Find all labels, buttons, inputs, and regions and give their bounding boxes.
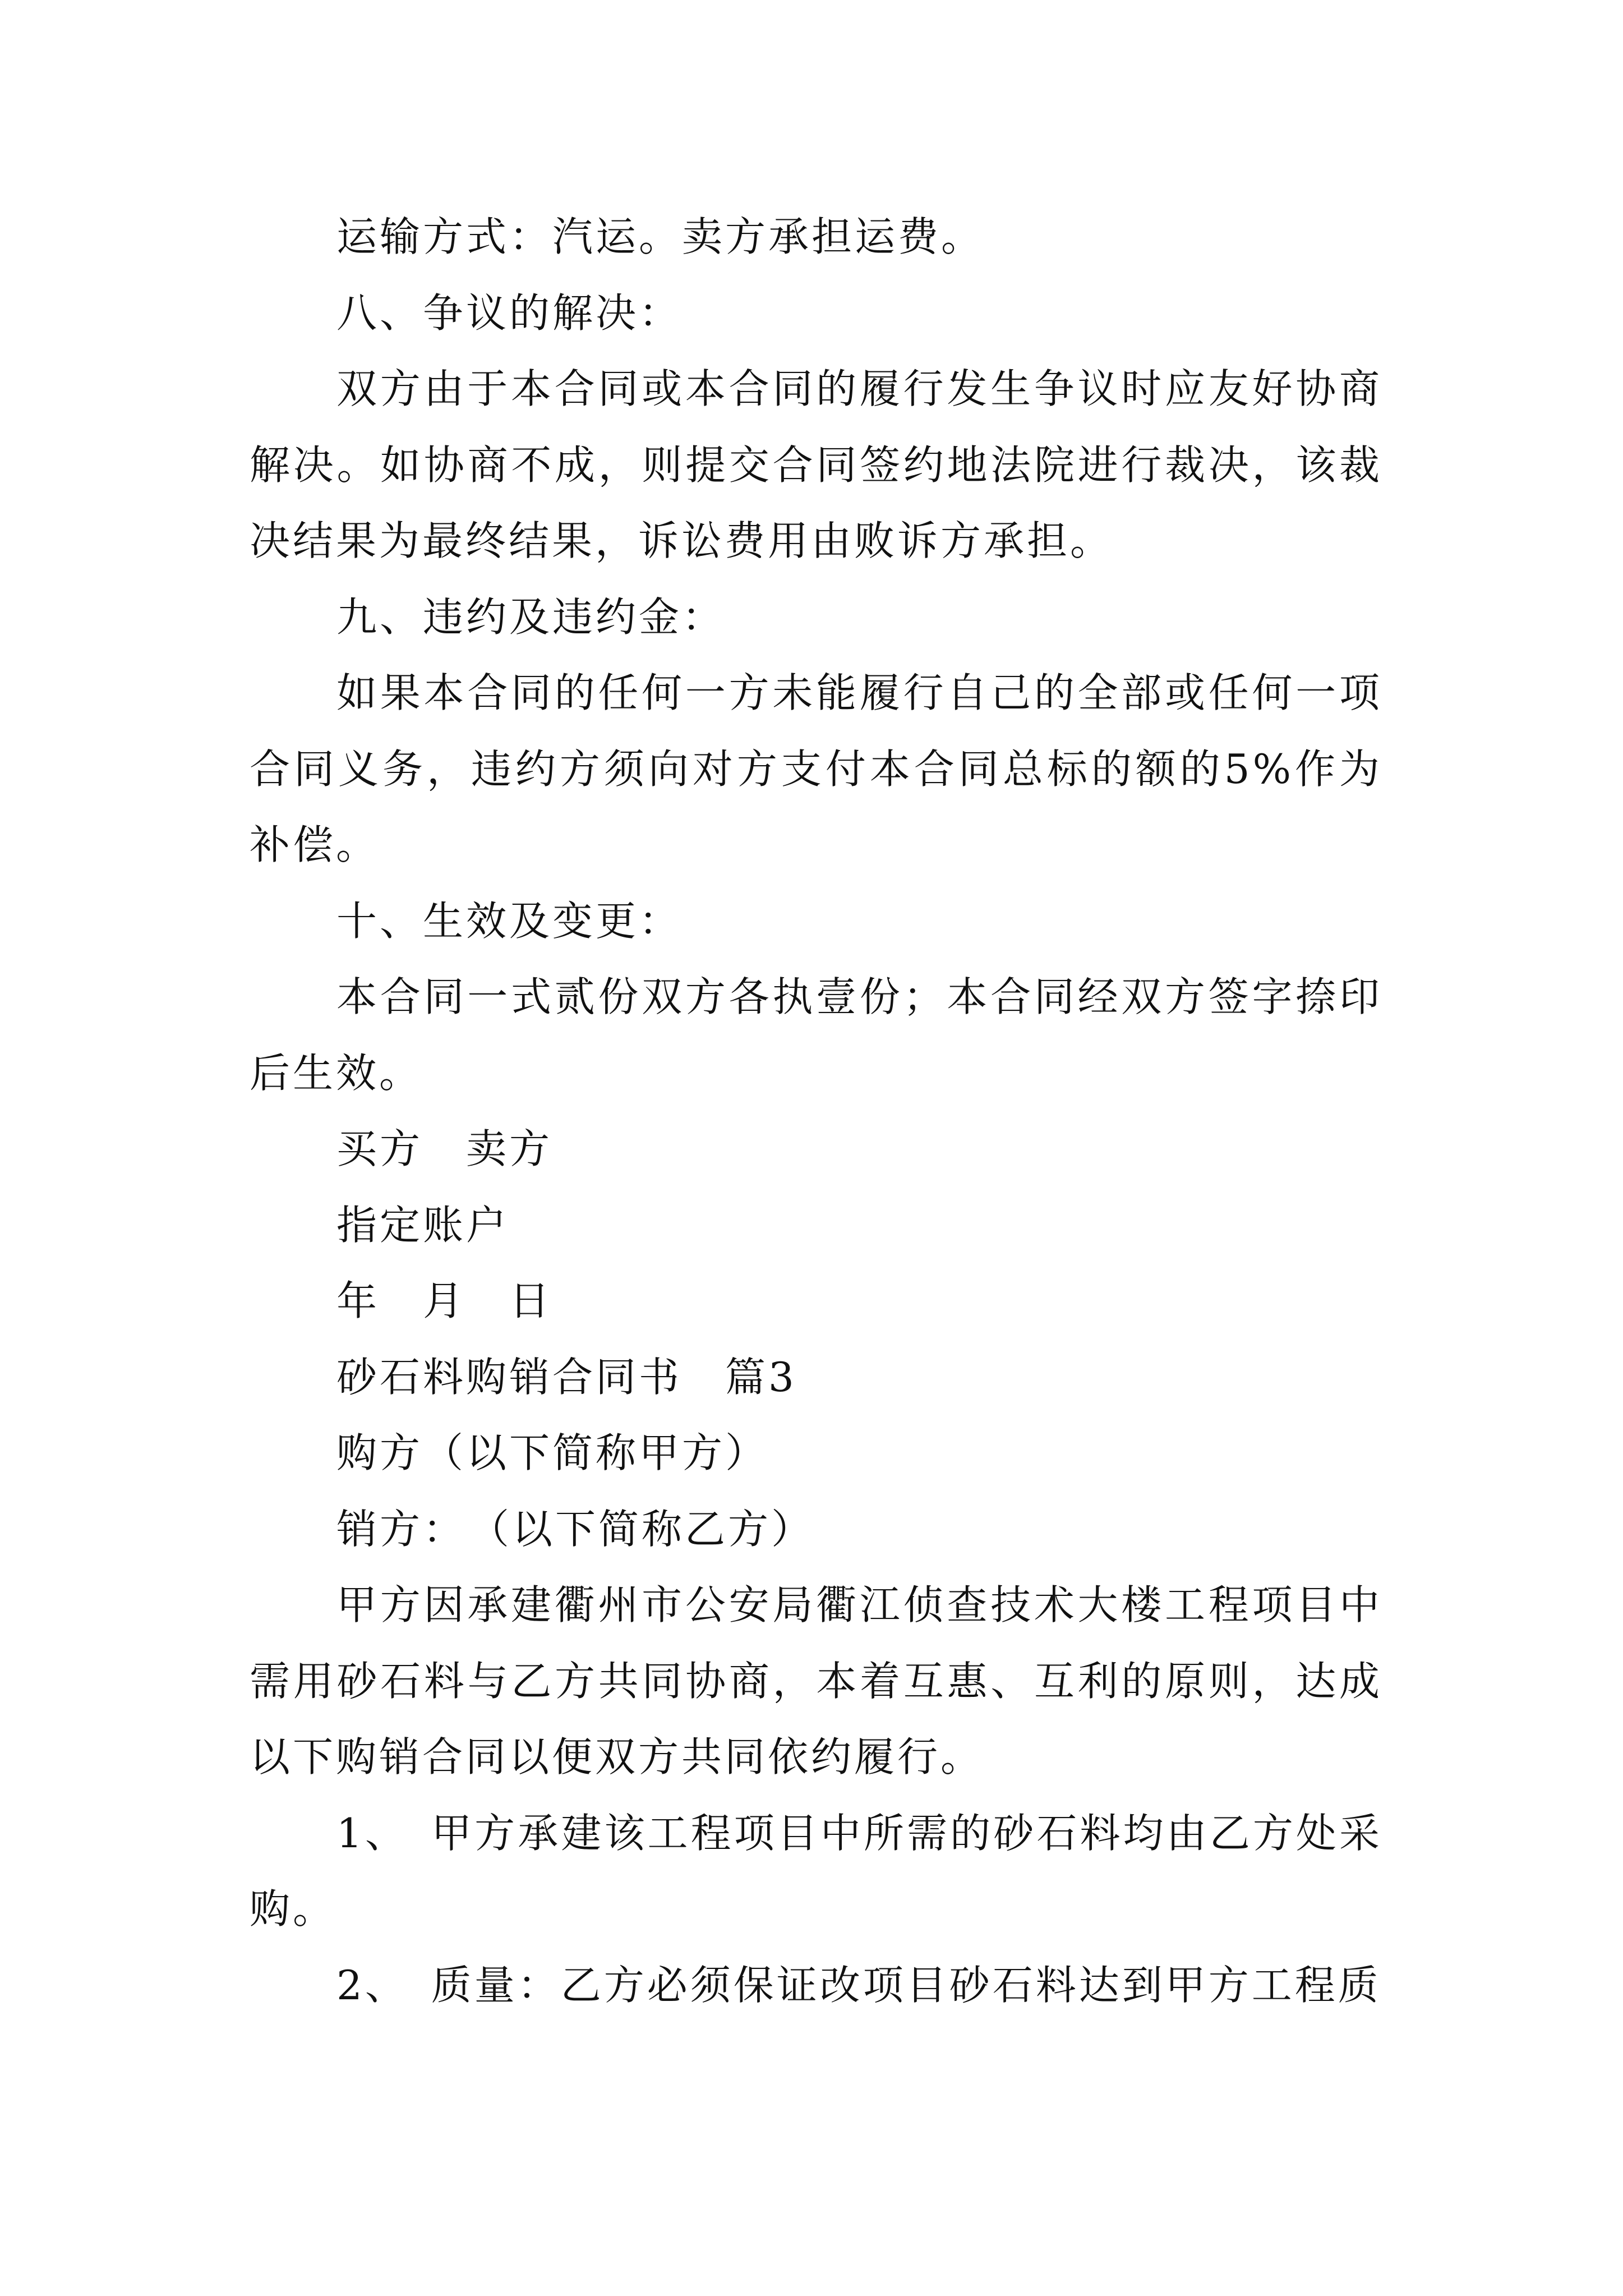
heading-dispute-resolution: 八、争议的解决： <box>336 289 683 337</box>
paragraph-clause-1: 1、 甲方承建该工程项目中所需的砂石料均由乙方处采购。 <box>250 1809 1382 1932</box>
heading-effect: 十、生效及变更： <box>336 897 683 945</box>
document-body <box>250 199 1382 2023</box>
signature-date: 年 月 日 <box>336 1277 553 1324</box>
paragraph-seller: 销方： （以下简称乙方） <box>336 1505 815 1553</box>
heading-breach: 九、违约及违约金： <box>336 593 726 641</box>
paragraph-breach: 如果本合同的任何一方未能履行自己的全部或任何一项合同义务，违约方须向对方支付本合同总标的额的5%作为补偿。 <box>250 669 1382 868</box>
paragraph-effect: 本合同一式贰份双方各执壹份；本合同经双方签字捺印后生效。 <box>250 973 1382 1097</box>
signature-parties: 买方 卖方 <box>336 1125 553 1172</box>
signature-account: 指定账户 <box>336 1201 510 1249</box>
paragraph-dispute: 双方由于本合同或本合同的履行发生争议时应友好协商解决。如协商不成，则提交合同签约地法院进行裁决，该裁决结果为最终结果，诉讼费用由败诉方承担。 <box>250 365 1382 564</box>
section-title: 砂石料购销合同书 篇3 <box>336 1353 797 1401</box>
paragraph-intro: 甲方因承建衢州市公安局衢江侦查技术大楼工程项目中需用砂石料与乙方共同协商，本着互惠、互利的原则，达成以下购销合同以便双方共同依约履行。 <box>250 1581 1382 1780</box>
paragraph-transport: 运输方式：汽运。卖方承担运费。 <box>336 213 985 260</box>
paragraph-clause-2: 2、 质量：乙方必须保证改项目砂石料达到甲方工程质 <box>336 1961 1381 2009</box>
paragraph-buyer: 购方（以下简称甲方） <box>336 1429 769 1476</box>
